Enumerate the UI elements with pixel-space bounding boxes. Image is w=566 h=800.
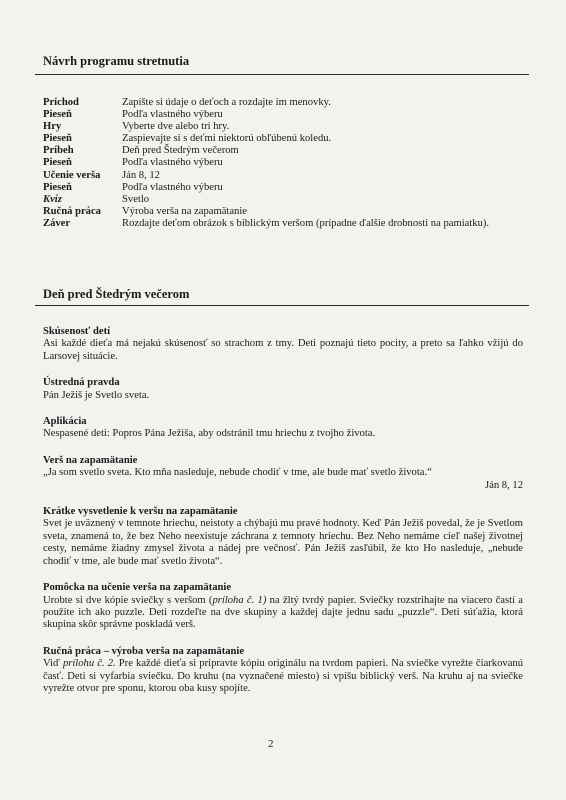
program-row <box>43 97 523 109</box>
block-text: Svet je uväznený v temnote hriechu, neistoty a chýbajú mu pravé hodnoty. Keď Pán Ježiš povedal, že je Svetlom sveta, znamená to, že bez Neho neexistuje záchrana z temnoty hriechu. Bez Neho nemáme cieľ našej životnej cesty, nemáme žiadny zmysel života a nádej pre večnosť. Pán Ježiš zasľúbil, že kto Ho nasleduje, „nebude chodiť v tme, ale bude mať svetlo života“. <box>43 518 523 567</box>
block-title: Skúsenosť detí <box>43 326 111 337</box>
block-title: Pomôcka na učenie verša na zapamätanie <box>43 582 232 594</box>
program-value: Zapíšte si údaje o deťoch a rozdajte im menovky. <box>122 97 331 108</box>
block-title: Ústredná pravda <box>43 377 120 389</box>
block-text: Nespasené deti: Popros Pána Ježiša, aby odstránil tmu hriechu z tvojho života. <box>43 428 376 440</box>
program-label: Učenie verša <box>43 169 101 181</box>
attachment-reference: prílohu č. 2. <box>62 658 116 670</box>
block-vysvetlenie <box>43 506 523 568</box>
program-label: Príbeh <box>43 145 74 157</box>
program-label: Pieseň <box>43 133 72 145</box>
program-row <box>43 121 523 133</box>
program-row <box>43 194 523 206</box>
attachment-reference: príloha č. 1) <box>212 594 267 606</box>
program-value: Rozdajte deťom obrázok s biblickým veršom (prípadne ďalšie drobnosti na pamiatku). <box>122 217 490 229</box>
program-label: Ručná práca <box>43 205 101 217</box>
program-label: Kvíz <box>43 193 62 205</box>
program-value: Podľa vlastného výberu <box>122 157 223 169</box>
block-text: „Ja som svetlo sveta. Kto mňa nasleduje, nebude chodiť v tme, ale bude mať svetlo života.“ <box>43 467 432 479</box>
text-part: Pre každé dieťa si pripravte kópiu originálu na tvrdom papieri. Na sviečke vyrežte čiarkovanú časť. Deti si vyfarbia sviečku. Do kruhu (na vyznačené miesto) si vpíšu biblický verš. Na kruhu aj na sviečke vyrežte otvor pre sponu, ktorou oba kusy spojíte. <box>43 658 523 694</box>
program-row <box>43 109 523 121</box>
block-pravda <box>43 377 523 402</box>
program-value: Deň pred Štedrým večerom <box>122 145 239 157</box>
program-list <box>43 97 523 230</box>
verse-reference: Ján 8, 12 <box>485 479 523 491</box>
program-label: Príchod <box>43 97 79 108</box>
block-title: Krátke vysvetlenie k veršu na zapamätanie <box>43 506 238 518</box>
block-text: Pán Ježiš je Svetlo sveta. <box>43 389 150 401</box>
program-row <box>43 206 523 218</box>
program-label: Záver <box>43 217 71 229</box>
block-title: Aplikácia <box>43 416 87 428</box>
program-label: Pieseň <box>43 157 72 169</box>
block-text: Asi každé dieťa má nejakú skúsenosť so strachom z tmy. Deti poznajú tieto pocity, a preto sa ľahko vžijú do Larsovej situácie. <box>43 338 523 362</box>
program-value: Výroba verša na zapamätanie <box>122 205 247 217</box>
program-row <box>43 170 523 182</box>
text-part: Urobte si dve kópie sviečky s veršom ( <box>43 594 213 606</box>
program-heading: Návrh programu stretnutia <box>43 54 190 68</box>
program-row <box>43 218 523 230</box>
program-value: Zaspievajte si s deťmi niektorú obľúbenú koledu. <box>122 133 332 145</box>
block-pomocka <box>43 582 523 632</box>
block-rucna <box>43 646 523 696</box>
program-value: Podľa vlastného výberu <box>122 181 223 193</box>
block-skusenost <box>43 326 523 363</box>
block-aplikacia <box>43 416 523 441</box>
text-part: Viď <box>43 658 63 670</box>
section-title: Deň pred Štedrým večerom <box>43 287 190 301</box>
program-label: Pieseň <box>43 181 72 193</box>
section-rule <box>35 305 529 306</box>
block-vers <box>43 455 523 492</box>
page-number: 2 <box>268 738 274 750</box>
program-row <box>43 145 523 157</box>
program-value: Vyberte dve alebo tri hry. <box>122 121 230 133</box>
program-row <box>43 157 523 169</box>
program-row <box>43 133 523 145</box>
block-text <box>43 658 523 695</box>
program-label: Hry <box>43 121 62 133</box>
block-title: Ručná práca – výroba verša na zapamätanie <box>43 645 245 657</box>
heading-rule <box>35 74 529 75</box>
program-label: Pieseň <box>43 109 72 121</box>
block-title: Verš na zapamätanie <box>43 454 138 466</box>
text-part: na žltý tvrdý papier. Sviečky rozstrihajte na viacero častí a použite ich ako puzzle. Deti rozdeľte na dve skupiny a každej dajte jednu sadu „puzzle“. Deti súťažia, ktorá skupina skôr správne poskladá verš. <box>43 594 523 631</box>
section-content <box>43 326 523 709</box>
block-text <box>43 595 523 632</box>
program-value: Svetlo <box>122 193 150 205</box>
program-row <box>43 182 523 194</box>
program-value: Ján 8, 12 <box>122 169 160 181</box>
program-value: Podľa vlastného výberu <box>122 109 223 121</box>
